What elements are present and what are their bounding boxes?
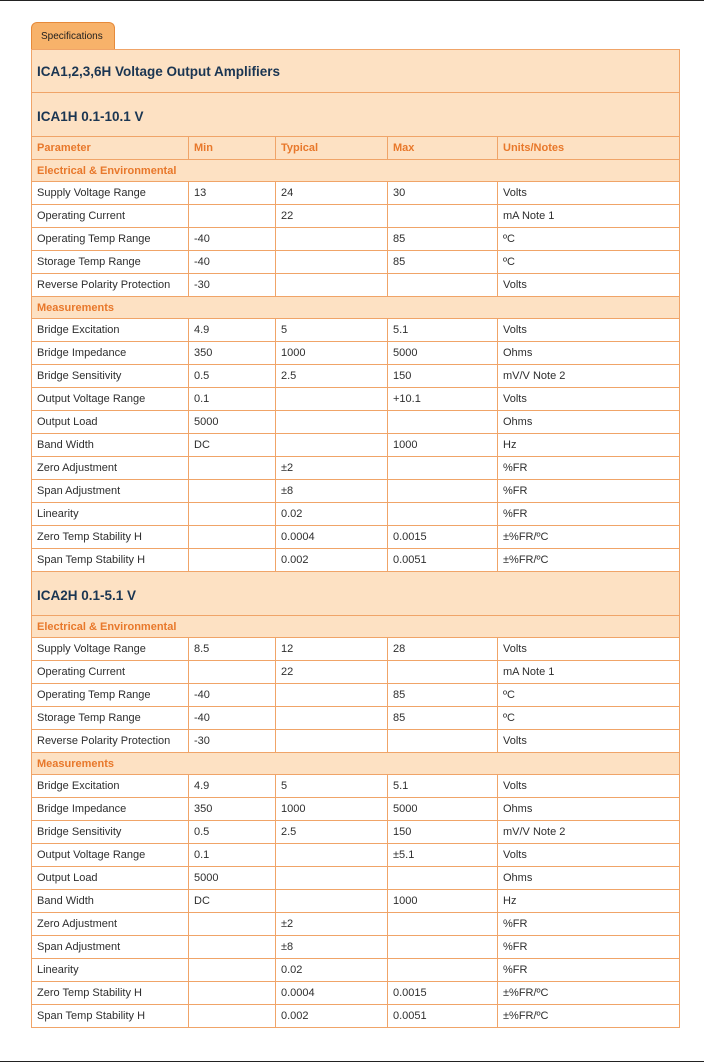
cell-max: 0.0051	[388, 1005, 498, 1028]
cell-typical: 0.002	[276, 1005, 388, 1028]
cell-min: -40	[189, 228, 276, 251]
cell-parameter: Bridge Excitation	[32, 775, 189, 798]
cell-min: -40	[189, 684, 276, 707]
table-row	[32, 959, 680, 982]
table-row	[32, 730, 680, 753]
cell-parameter: Bridge Impedance	[32, 798, 189, 821]
cell-parameter: Zero Adjustment	[32, 913, 189, 936]
table-row	[32, 205, 680, 228]
cell-typical: ±2	[276, 457, 388, 480]
table-row	[32, 1005, 680, 1028]
cell-parameter: Storage Temp Range	[32, 251, 189, 274]
cell-typical: 12	[276, 638, 388, 661]
section-header-row	[32, 616, 680, 638]
cell-min	[189, 205, 276, 228]
table-row	[32, 913, 680, 936]
cell-max	[388, 730, 498, 753]
table-row	[32, 319, 680, 342]
cell-max	[388, 457, 498, 480]
tab-specifications[interactable]: Specifications	[31, 22, 115, 49]
cell-typical: 2.5	[276, 821, 388, 844]
cell-parameter: Operating Temp Range	[32, 684, 189, 707]
cell-typical: 2.5	[276, 365, 388, 388]
cell-parameter: Output Voltage Range	[32, 844, 189, 867]
cell-min: 350	[189, 798, 276, 821]
cell-min	[189, 549, 276, 572]
cell-min: 0.5	[189, 821, 276, 844]
table-row	[32, 775, 680, 798]
cell-units: %FR	[498, 457, 680, 480]
column-header-min: Min	[189, 137, 276, 160]
table-row	[32, 480, 680, 503]
cell-parameter: Operating Temp Range	[32, 228, 189, 251]
table-row	[32, 365, 680, 388]
cell-typical: ±8	[276, 936, 388, 959]
cell-min: 0.5	[189, 365, 276, 388]
cell-max: +10.1	[388, 388, 498, 411]
column-header-typical: Typical	[276, 137, 388, 160]
cell-typical	[276, 730, 388, 753]
cell-units: %FR	[498, 913, 680, 936]
cell-typical: 1000	[276, 342, 388, 365]
cell-typical: 24	[276, 182, 388, 205]
cell-max: 5000	[388, 798, 498, 821]
cell-parameter: Output Voltage Range	[32, 388, 189, 411]
cell-units: ±%FR/ºC	[498, 982, 680, 1005]
table-row	[32, 707, 680, 730]
cell-max	[388, 936, 498, 959]
cell-max: 150	[388, 821, 498, 844]
cell-parameter: Span Temp Stability H	[32, 1005, 189, 1028]
cell-typical	[276, 251, 388, 274]
cell-units: Volts	[498, 730, 680, 753]
cell-typical: 0.002	[276, 549, 388, 572]
cell-min	[189, 959, 276, 982]
column-header-parameter: Parameter	[32, 137, 189, 160]
cell-max	[388, 274, 498, 297]
table-row	[32, 936, 680, 959]
cell-min	[189, 457, 276, 480]
table-title-row	[32, 50, 680, 93]
cell-typical	[276, 707, 388, 730]
table-row	[32, 182, 680, 205]
cell-min	[189, 480, 276, 503]
table-row	[32, 434, 680, 457]
cell-units: mV/V Note 2	[498, 821, 680, 844]
cell-units: %FR	[498, 480, 680, 503]
cell-max: 0.0015	[388, 526, 498, 549]
cell-max	[388, 411, 498, 434]
cell-max: 0.0015	[388, 982, 498, 1005]
cell-max: 1000	[388, 890, 498, 913]
cell-min: 13	[189, 182, 276, 205]
cell-units: Hz	[498, 890, 680, 913]
cell-max: 85	[388, 228, 498, 251]
cell-parameter: Reverse Polarity Protection	[32, 730, 189, 753]
cell-units: ±%FR/ºC	[498, 549, 680, 572]
table-row	[32, 388, 680, 411]
cell-typical: 0.02	[276, 503, 388, 526]
cell-min	[189, 503, 276, 526]
cell-units: Hz	[498, 434, 680, 457]
model-heading-row	[32, 572, 680, 616]
cell-typical: 0.0004	[276, 982, 388, 1005]
cell-parameter: Output Load	[32, 411, 189, 434]
cell-min: -40	[189, 251, 276, 274]
cell-typical: ±8	[276, 480, 388, 503]
cell-units: Ohms	[498, 411, 680, 434]
cell-min	[189, 982, 276, 1005]
cell-units: ºC	[498, 228, 680, 251]
table-row	[32, 867, 680, 890]
cell-max: 5000	[388, 342, 498, 365]
cell-max: 85	[388, 707, 498, 730]
table-row	[32, 638, 680, 661]
cell-parameter: Reverse Polarity Protection	[32, 274, 189, 297]
cell-parameter: Linearity	[32, 959, 189, 982]
model-heading: ICA1H 0.1-10.1 V	[32, 93, 680, 137]
model-heading-row	[32, 93, 680, 137]
cell-parameter: Storage Temp Range	[32, 707, 189, 730]
cell-parameter: Band Width	[32, 434, 189, 457]
cell-units: Volts	[498, 274, 680, 297]
cell-min: -30	[189, 730, 276, 753]
cell-units: Ohms	[498, 342, 680, 365]
cell-typical: ±2	[276, 913, 388, 936]
section-header: Electrical & Environmental	[32, 160, 680, 182]
cell-typical: 22	[276, 205, 388, 228]
cell-parameter: Span Adjustment	[32, 480, 189, 503]
cell-max	[388, 661, 498, 684]
cell-parameter: Span Adjustment	[32, 936, 189, 959]
cell-parameter: Supply Voltage Range	[32, 638, 189, 661]
cell-typical	[276, 844, 388, 867]
section-header-row	[32, 160, 680, 182]
cell-min	[189, 661, 276, 684]
cell-units: %FR	[498, 936, 680, 959]
cell-min: 8.5	[189, 638, 276, 661]
table-row	[32, 342, 680, 365]
table-row	[32, 503, 680, 526]
cell-parameter: Bridge Sensitivity	[32, 365, 189, 388]
cell-units: mA Note 1	[498, 205, 680, 228]
cell-units: Volts	[498, 775, 680, 798]
cell-units: Ohms	[498, 867, 680, 890]
cell-parameter: Bridge Sensitivity	[32, 821, 189, 844]
cell-typical	[276, 434, 388, 457]
cell-min: 0.1	[189, 844, 276, 867]
cell-max: 85	[388, 684, 498, 707]
cell-max	[388, 913, 498, 936]
cell-units: ºC	[498, 707, 680, 730]
cell-min: 5000	[189, 411, 276, 434]
table-row	[32, 890, 680, 913]
table-row	[32, 684, 680, 707]
cell-min: -30	[189, 274, 276, 297]
cell-min: DC	[189, 890, 276, 913]
cell-max: ±5.1	[388, 844, 498, 867]
cell-units: Volts	[498, 319, 680, 342]
cell-typical: 22	[276, 661, 388, 684]
table-row	[32, 661, 680, 684]
table-row	[32, 457, 680, 480]
cell-min: 4.9	[189, 319, 276, 342]
cell-units: mA Note 1	[498, 661, 680, 684]
cell-parameter: Operating Current	[32, 661, 189, 684]
table-row	[32, 251, 680, 274]
cell-parameter: Band Width	[32, 890, 189, 913]
specifications-table	[31, 49, 680, 1028]
cell-min: 4.9	[189, 775, 276, 798]
cell-typical	[276, 684, 388, 707]
cell-min: 0.1	[189, 388, 276, 411]
cell-typical	[276, 890, 388, 913]
cell-min: -40	[189, 707, 276, 730]
cell-typical: 5	[276, 319, 388, 342]
cell-typical: 1000	[276, 798, 388, 821]
cell-units: Ohms	[498, 798, 680, 821]
cell-units: Volts	[498, 182, 680, 205]
cell-max	[388, 480, 498, 503]
cell-units: mV/V Note 2	[498, 365, 680, 388]
table-row	[32, 844, 680, 867]
cell-typical	[276, 867, 388, 890]
cell-max: 28	[388, 638, 498, 661]
cell-max	[388, 959, 498, 982]
cell-max: 5.1	[388, 775, 498, 798]
cell-min: 5000	[189, 867, 276, 890]
cell-units: %FR	[498, 959, 680, 982]
cell-parameter: Zero Temp Stability H	[32, 526, 189, 549]
cell-units: Volts	[498, 388, 680, 411]
cell-min	[189, 936, 276, 959]
cell-min	[189, 1005, 276, 1028]
column-header-row	[32, 137, 680, 160]
table-row	[32, 982, 680, 1005]
cell-min	[189, 913, 276, 936]
cell-typical	[276, 228, 388, 251]
cell-parameter: Output Load	[32, 867, 189, 890]
table-row	[32, 411, 680, 434]
table-row	[32, 526, 680, 549]
cell-max: 5.1	[388, 319, 498, 342]
cell-max	[388, 867, 498, 890]
table-row	[32, 228, 680, 251]
cell-max: 150	[388, 365, 498, 388]
cell-units: ±%FR/ºC	[498, 526, 680, 549]
cell-parameter: Operating Current	[32, 205, 189, 228]
cell-max	[388, 205, 498, 228]
cell-min: 350	[189, 342, 276, 365]
cell-units: ±%FR/ºC	[498, 1005, 680, 1028]
cell-parameter: Zero Adjustment	[32, 457, 189, 480]
bottom-rule	[0, 1061, 704, 1062]
cell-max	[388, 503, 498, 526]
table-row	[32, 798, 680, 821]
cell-typical: 5	[276, 775, 388, 798]
table-title: ICA1,2,3,6H Voltage Output Amplifiers	[32, 50, 680, 93]
cell-parameter: Zero Temp Stability H	[32, 982, 189, 1005]
cell-max: 1000	[388, 434, 498, 457]
top-rule	[0, 0, 704, 1]
cell-units: Volts	[498, 844, 680, 867]
cell-parameter: Span Temp Stability H	[32, 549, 189, 572]
section-header: Measurements	[32, 753, 680, 775]
cell-typical: 0.02	[276, 959, 388, 982]
cell-parameter: Bridge Impedance	[32, 342, 189, 365]
section-header-row	[32, 753, 680, 775]
cell-units: ºC	[498, 684, 680, 707]
cell-typical	[276, 274, 388, 297]
cell-typical	[276, 411, 388, 434]
cell-units: %FR	[498, 503, 680, 526]
model-heading: ICA2H 0.1-5.1 V	[32, 572, 680, 616]
table-row	[32, 274, 680, 297]
cell-max: 30	[388, 182, 498, 205]
cell-typical	[276, 388, 388, 411]
cell-units: ºC	[498, 251, 680, 274]
column-header-units: Units/Notes	[498, 137, 680, 160]
cell-min: DC	[189, 434, 276, 457]
cell-parameter: Supply Voltage Range	[32, 182, 189, 205]
section-header-row	[32, 297, 680, 319]
cell-parameter: Bridge Excitation	[32, 319, 189, 342]
cell-max: 0.0051	[388, 549, 498, 572]
cell-min	[189, 526, 276, 549]
section-header: Measurements	[32, 297, 680, 319]
cell-typical: 0.0004	[276, 526, 388, 549]
table-row	[32, 549, 680, 572]
table-row	[32, 821, 680, 844]
section-header: Electrical & Environmental	[32, 616, 680, 638]
column-header-max: Max	[388, 137, 498, 160]
cell-max: 85	[388, 251, 498, 274]
cell-units: Volts	[498, 638, 680, 661]
cell-parameter: Linearity	[32, 503, 189, 526]
